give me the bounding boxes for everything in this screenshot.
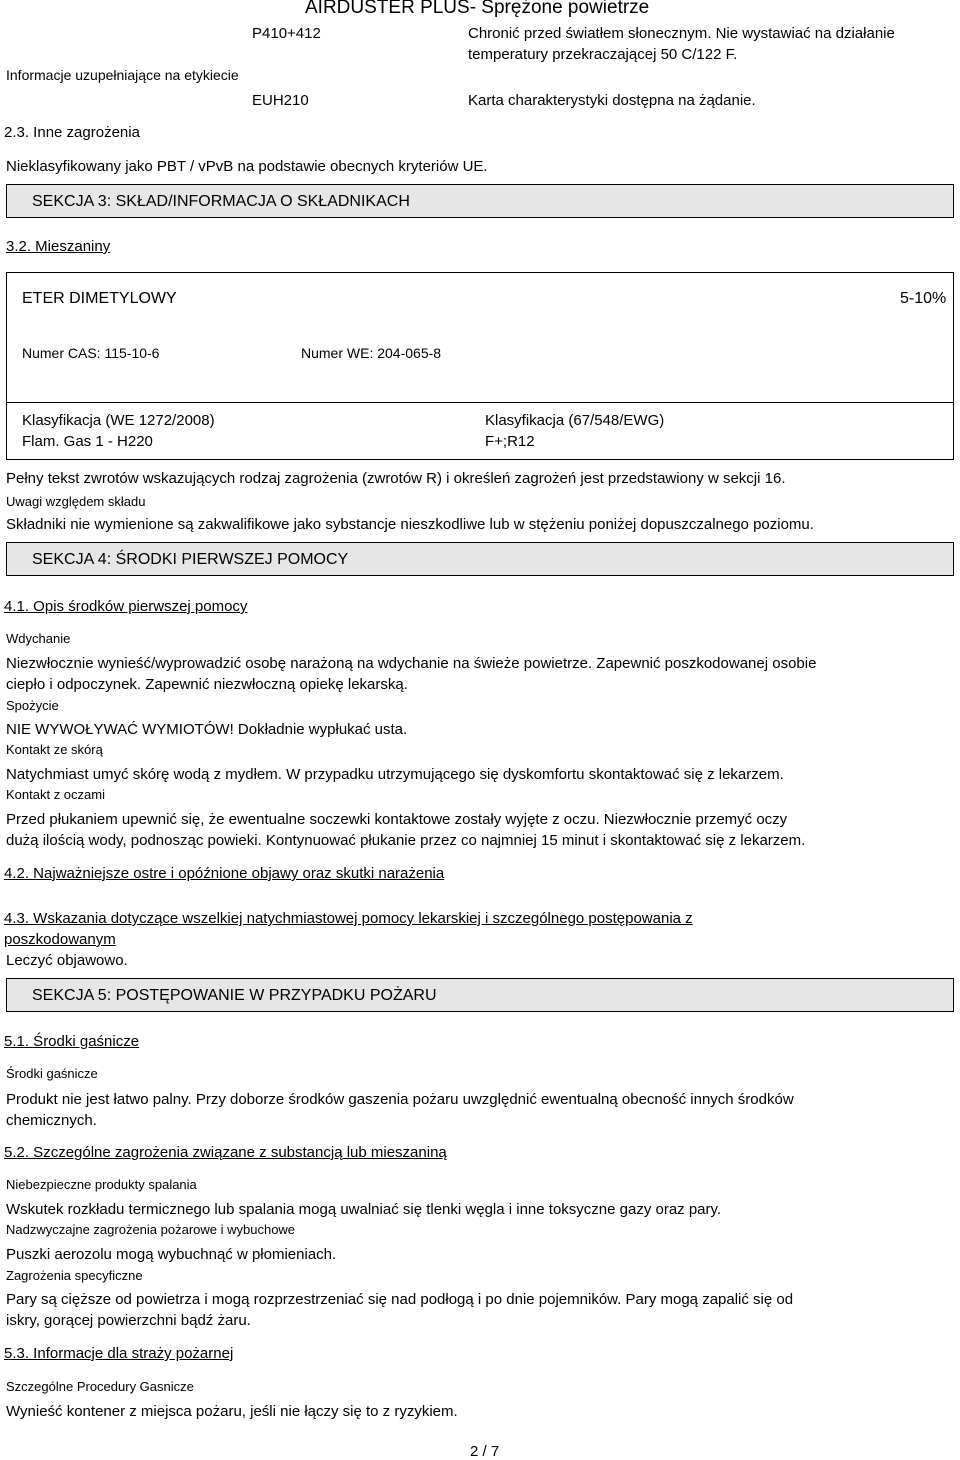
eye-contact-title: Kontakt z oczami <box>6 787 105 802</box>
page-number: 2 / 7 <box>470 1443 500 1460</box>
we-number: Numer WE: 204-065-8 <box>301 345 442 361</box>
precaution-text-line2: temperatury przekraczającej 50 C/122 F. <box>468 46 738 63</box>
firefighting-procedures-title: Szczególne Procedury Gasnicze <box>6 1379 194 1394</box>
substance-name: ETER DIMETYLOWY <box>22 290 177 307</box>
extinguishing-media-title: Środki gaśnicze <box>6 1066 98 1081</box>
code-p410: P410+412 <box>252 25 321 42</box>
composition-note-text: Składniki nie wymienione są zakwalifikowe jako sybstancje nieszkodliwe lub w stężeniu poniżej dopuszczalnego poziomu. <box>6 516 814 533</box>
specific-hazards-line1: Pary są cięższe od powietrza i mogą rozprzestrzeniać się nad podłogą i po dnie pojemników. Pary mogą zapalić się od <box>6 1291 794 1308</box>
extinguishing-media-line2: chemicznych. <box>6 1112 97 1129</box>
combustion-products-title: Niebezpieczne produkty spalania <box>6 1177 197 1192</box>
document-title: AIRDUSTER PLUS- Sprężone powietrze <box>305 0 650 18</box>
classification-ewg-value: F+;R12 <box>485 433 535 450</box>
section-4-1-heading: 4.1. Opis środków pierwszej pomocy <box>4 598 248 615</box>
euh210-text: Karta charakterystyki dostępna na żądanie. <box>468 92 756 109</box>
combustion-products-text: Wskutek rozkładu termicznego lub spalania mogą uwalniać się tlenki węgla i inne toksyczne gazy oraz pary. <box>6 1201 722 1218</box>
section-5-1-heading: 5.1. Środki gaśnicze <box>4 1033 140 1050</box>
section-4-3-heading-line2: poszkodowanym <box>4 931 116 948</box>
precaution-text-line1: Chronić przed światłem słonecznym. Nie wystawiać na działanie <box>468 25 895 42</box>
firefighting-procedures-text: Wynieść kontener z miejsca pożaru, jeśli nie łączy się to z ryzykiem. <box>6 1403 458 1420</box>
substance-concentration: 5-10% <box>900 290 947 307</box>
section-5-2-heading: 5.2. Szczególne zagrożenia związane z substancją lub mieszaniną <box>4 1144 447 1161</box>
section-4-3-text: Leczyć objawowo. <box>6 952 128 969</box>
fire-hazards-text: Puszki aerozolu mogą wybuchnąć w płomieniach. <box>6 1246 337 1263</box>
classification-ewg-title: Klasyfikacja (67/548/EWG) <box>485 412 665 429</box>
section-4-title: SEKCJA 4: ŚRODKI PIERWSZEJ POMOCY <box>32 551 349 568</box>
section-4-bar <box>6 542 954 576</box>
fire-hazards-title: Nadzwyczajne zagrożenia pożarowe i wybuchowe <box>6 1222 296 1237</box>
section-5-3-heading: 5.3. Informacje dla straży pożarnej <box>4 1345 234 1362</box>
skin-contact-text: Natychmiast umyć skórę wodą z mydłem. W przypadku utrzymującego się dyskomfortu skontaktować się z lekarzem. <box>6 766 784 783</box>
section-2-3-heading: 2.3. Inne zagrożenia <box>4 124 140 141</box>
substance-divider <box>6 402 954 403</box>
specific-hazards-line2: iskry, gorącej powierzchni bądź żaru. <box>6 1312 251 1329</box>
section-4-3-heading-line1: 4.3. Wskazania dotyczące wszelkiej natychmiastowej pomocy lekarskiej i szczególnego postępowania z <box>4 910 693 927</box>
ingestion-title: Spożycie <box>6 698 59 713</box>
full-text-note: Pełny tekst zwrotów wskazujących rodzaj zagrożenia (zwrotów R) i określeń zagrożeń jest przedstawiony w sekcji 16. <box>6 470 786 487</box>
section-4-2-heading: 4.2. Najważniejsze ostre i opóźnione objawy oraz skutki narażenia <box>4 865 445 882</box>
section-2-3-text: Nieklasyfikowany jako PBT / vPvB na podstawie obecnych kryteriów UE. <box>6 158 488 175</box>
extinguishing-media-line1: Produkt nie jest łatwo palny. Przy doborze środków gaszenia pożaru uwzględnić ewentualną obecność innych środków <box>6 1091 794 1108</box>
eye-contact-line1: Przed płukaniem upewnić się, że ewentualne soczewki kontaktowe zostały wyjęte z oczu. Niezwłocznie przemyć oczy <box>6 811 788 828</box>
classification-eu-value: Flam. Gas 1 - H220 <box>22 433 153 450</box>
section-3-title: SEKCJA 3: SKŁAD/INFORMACJA O SKŁADNIKACH <box>32 193 410 210</box>
label-info-heading: Informacje uzupełniające na etykiecie <box>6 67 239 83</box>
section-3-2-heading: 3.2. Mieszaniny <box>6 238 111 255</box>
inhalation-title: Wdychanie <box>6 631 71 646</box>
section-5-bar <box>6 978 954 1012</box>
skin-contact-title: Kontakt ze skórą <box>6 742 103 757</box>
eye-contact-line2: dużą ilością wody, podnosząc powieki. Kontynuować płukanie przez co najmniej 15 minut i skontaktować się z lekarzem. <box>6 832 806 849</box>
inhalation-line2: ciepło i odpoczynek. Zapewnić niezwłoczną opiekę lekarską. <box>6 676 408 693</box>
code-euh210: EUH210 <box>252 92 309 109</box>
specific-hazards-title: Zagrożenia specyficzne <box>6 1268 143 1283</box>
cas-number: Numer CAS: 115-10-6 <box>22 345 160 361</box>
ingestion-text: NIE WYWOŁYWAĆ WYMIOTÓW! Dokładnie wypłukać usta. <box>6 721 408 738</box>
inhalation-line1: Niezwłocznie wynieść/wyprowadzić osobę narażoną na wdychanie na świeże powietrze. Zapewnić poszkodowanej osobie <box>6 655 817 672</box>
classification-eu-title: Klasyfikacja (WE 1272/2008) <box>22 412 215 429</box>
section-5-title: SEKCJA 5: POSTĘPOWANIE W PRZYPADKU POŻARU <box>32 987 437 1004</box>
section-3-bar <box>6 184 954 218</box>
composition-note-title: Uwagi względem składu <box>6 494 146 509</box>
